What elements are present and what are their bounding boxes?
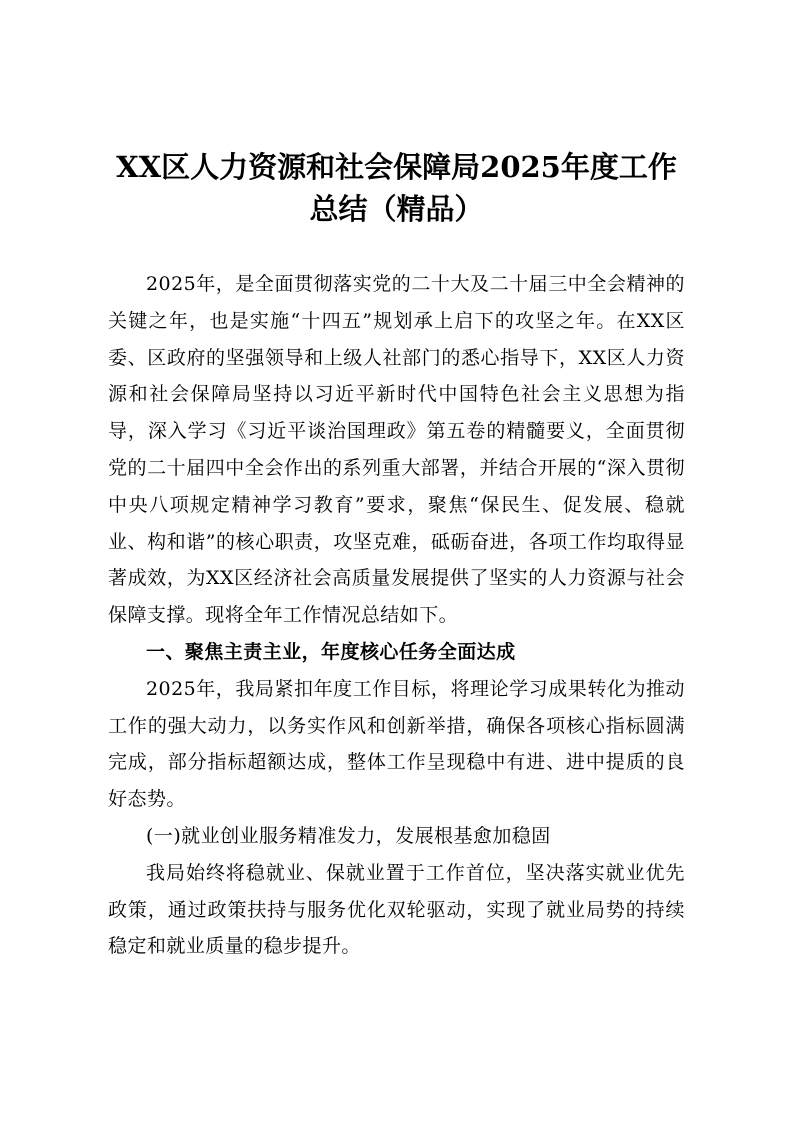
document-title: XX区人力资源和社会保障局2025年度工作总结（精品） xyxy=(116,150,677,226)
section-heading: 一、聚焦主责主业，年度核心任务全面达成 xyxy=(146,640,516,663)
subsection-paragraph: 我局始终将稳就业、保就业置于工作首位，坚决落实就业优先政策，通过政策扶持与服务优化双轮驱动，实现了就业局势的持续稳定和就业质量的稳步提升。 xyxy=(108,861,685,958)
intro-paragraph: 2025年，是全面贯彻落实党的二十大及二十届三中全会精神的关键之年，也是实施“十四五”规划承上启下的攻坚之年。在XX区委、区政府的坚强领导和上级人社部门的悉心指导下，XX区人力资源和社会保障局坚持以习近平新时代中国特色社会主义思想为指导，深入学习《习近平谈治国理政》第五卷的精髓要义，全面贯彻党的二十届四中全会作出的系列重大部署，并结合开展的“深入贯彻中央八项规定精神学习教育”要求，聚焦“保民生、促发展、稳就业、构和谐”的核心职责，攻坚克难，砥砺奋进，各项工作均取得显著成效，为XX区经济社会高质量发展提供了坚实的人力资源与社会保障支撑。现将全年工作情况总结如下。 xyxy=(108,273,685,627)
document-body xyxy=(108,266,685,965)
subsection-heading: (一)就业创业服务精准发力，发展根基愈加稳固 xyxy=(146,824,551,847)
section-paragraph: 2025年，我局紧扣年度工作目标，将理论学习成果转化为推动工作的强大动力，以务实作风和创新举措，确保各项核心指标圆满完成，部分指标超额达成，整体工作呈现稳中有进、进中提质的良好态势。 xyxy=(108,677,685,811)
